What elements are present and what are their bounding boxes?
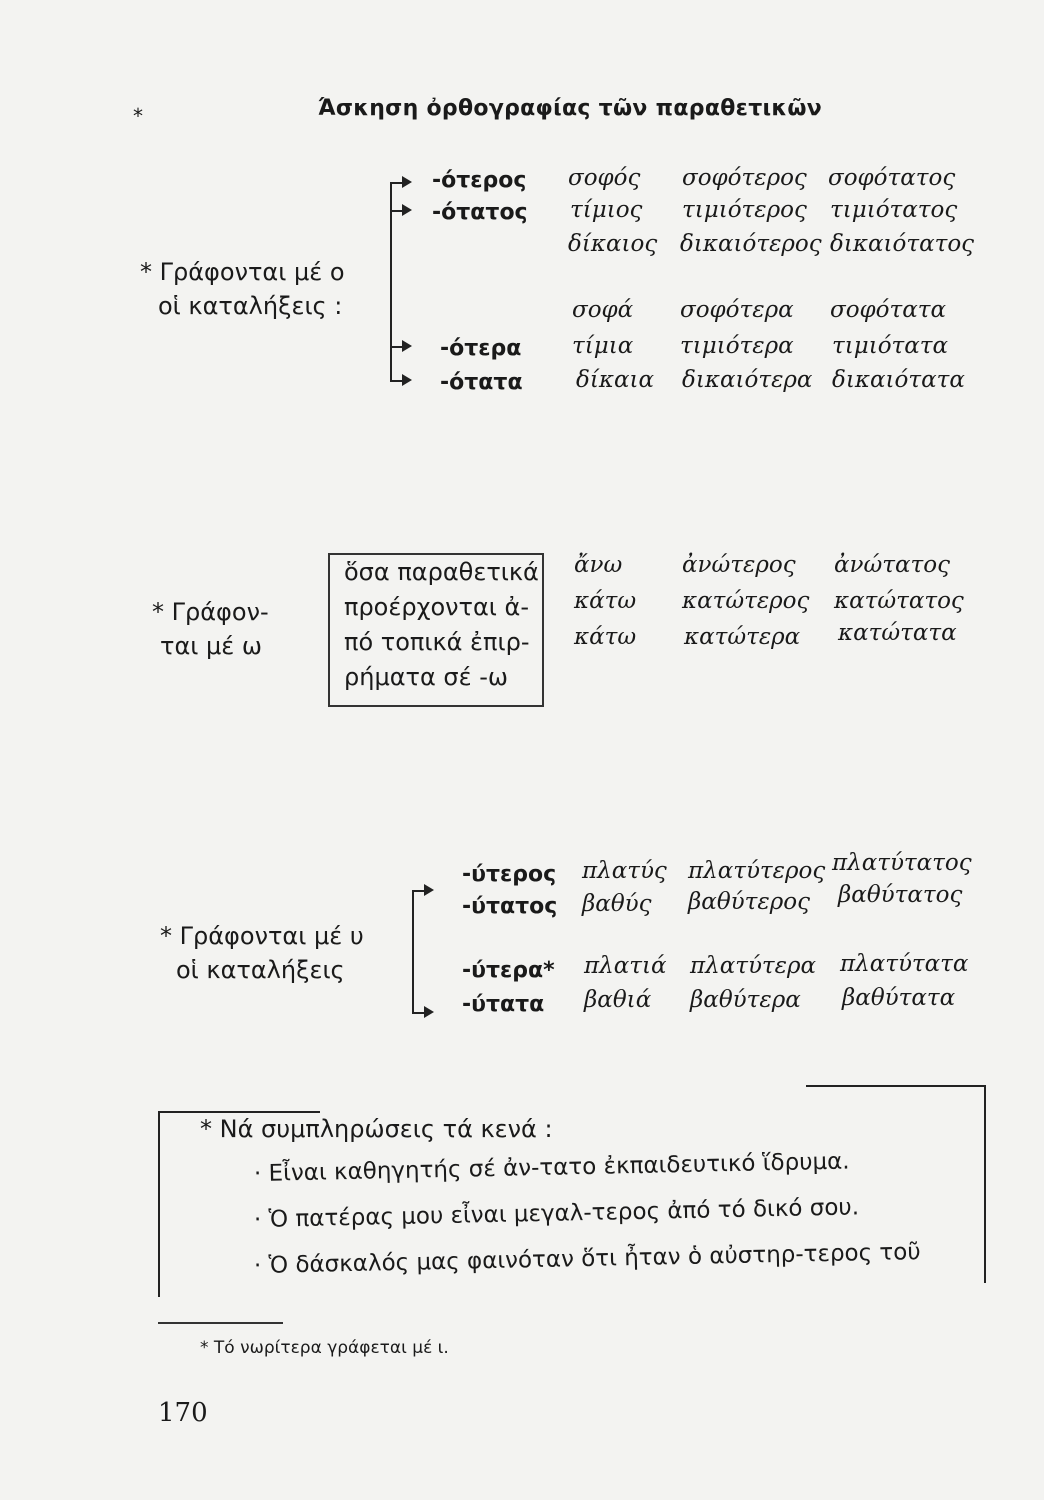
arrow-icon [424, 1006, 434, 1018]
positive-form: δίκαιος [568, 231, 658, 257]
exercise-border-left [158, 1111, 160, 1297]
page-number: 170 [158, 1398, 208, 1428]
exercise-sentence: · Εἶναι καθηγητής σέ ἀν-τατο ἐκπαιδευτικό ἵδρυμα. [253, 1148, 850, 1187]
box-line: πό τοπικά ἐπιρ- [344, 628, 530, 656]
box-line: ρήματα σέ -ω [344, 663, 509, 691]
superlative-form: δικαιότατα [832, 367, 965, 393]
suffix: -ύτατα [462, 992, 545, 1017]
suffix: -ότερα [440, 336, 522, 361]
superlative-form: σοφότατα [830, 297, 947, 323]
positive-form: σοφός [568, 165, 641, 191]
section-o-bracket [390, 182, 392, 382]
positive-form: ἄνω [574, 552, 623, 578]
suffix: -ότατος [432, 200, 528, 225]
superlative-form: πλατύτατα [840, 951, 969, 977]
comparative-form: πλατύτερος [688, 858, 826, 884]
suffix: -ύτερα* [462, 958, 555, 983]
positive-form: πλατύς [582, 858, 667, 884]
superlative-form: τιμιότατα [832, 333, 949, 359]
superlative-form: πλατύτατος [832, 850, 972, 876]
comparative-form: ἀνώτερος [682, 552, 796, 578]
box-line: ὅσα παραθετικά [344, 558, 539, 586]
superlative-form: βαθύτατος [838, 882, 963, 908]
positive-form: δίκαια [576, 367, 655, 393]
arrow-icon [402, 340, 412, 352]
page-title: Άσκηση ὀρθογραφίας τῶν παραθετικῶν [318, 96, 823, 121]
positive-form: τίμια [572, 333, 634, 359]
section-o-label-2: οἱ καταλήξεις : [158, 292, 343, 320]
omega-rule-box [328, 553, 544, 707]
arrow-icon [424, 884, 434, 896]
positive-form: βαθύς [582, 891, 652, 917]
arrow-icon [402, 374, 412, 386]
comparative-form: τιμιότερος [682, 197, 807, 223]
exercise-heading: * Νά συμπληρώσεις τά κενά : [200, 1115, 553, 1143]
arrow-icon [402, 204, 412, 216]
positive-form: τίμιος [570, 197, 643, 223]
footnote: * Τό νωρίτερα γράφεται μέ ι. [200, 1338, 449, 1358]
comparative-form: βαθύτερος [688, 889, 810, 915]
exercise-sentence: · Ὁ δάσκαλός μας φαινόταν ὅτι ἦταν ὁ αὐστηρ-τερος τοῦ [253, 1239, 921, 1279]
superlative-form: κατώτατα [838, 620, 957, 646]
comparative-form: πλατύτερα [690, 953, 817, 979]
superlative-form: κατώτατος [834, 588, 964, 614]
positive-form: κάτω [574, 624, 637, 650]
comparative-form: δικαιότερα [682, 367, 813, 393]
exercise-border-top-right [806, 1085, 986, 1087]
superlative-form: τιμιότατος [830, 197, 958, 223]
superlative-form: βαθύτατα [842, 985, 956, 1011]
section-o-label-1: * Γράφονται μέ ο [140, 258, 345, 286]
section-omega-label-1: * Γράφον- [152, 598, 269, 626]
section-y-label-2: οἱ καταλήξεις [176, 956, 345, 984]
positive-form: κάτω [574, 588, 637, 614]
section-omega-label-2: ται μέ ω [160, 632, 262, 660]
suffix: -ότατα [440, 370, 523, 395]
comparative-form: δικαιότερος [680, 231, 822, 257]
suffix: -ότερος [432, 168, 527, 193]
exercise-sentence: · Ὁ πατέρας μου εἶναι μεγαλ-τερος ἀπό τό δικό σου. [253, 1194, 860, 1233]
positive-form: σοφά [572, 297, 634, 323]
box-line: προέρχονται ἀ- [344, 593, 530, 621]
superlative-form: δικαιότατος [830, 231, 975, 257]
footnote-rule [158, 1322, 283, 1324]
header-asterisk: * [133, 104, 143, 128]
comparative-form: σοφότερα [680, 297, 794, 323]
superlative-form: ἀνώτατος [834, 552, 950, 578]
positive-form: πλατιά [584, 953, 667, 979]
comparative-form: βαθύτερα [690, 987, 801, 1013]
positive-form: βαθιά [584, 987, 652, 1013]
exercise-box [158, 1085, 986, 1297]
comparative-form: σοφότερος [682, 165, 807, 191]
section-y-bracket [412, 890, 414, 1012]
exercise-border-right [984, 1085, 986, 1283]
superlative-form: σοφότατος [828, 165, 956, 191]
suffix: -ύτερος [462, 862, 557, 887]
exercise-border-top-left [158, 1111, 320, 1113]
arrow-icon [402, 176, 412, 188]
comparative-form: κατώτερος [682, 588, 810, 614]
comparative-form: κατώτερα [684, 624, 801, 650]
section-y-label-1: * Γράφονται μέ υ [160, 922, 364, 950]
suffix: -ύτατος [462, 894, 558, 919]
comparative-form: τιμιότερα [680, 333, 794, 359]
